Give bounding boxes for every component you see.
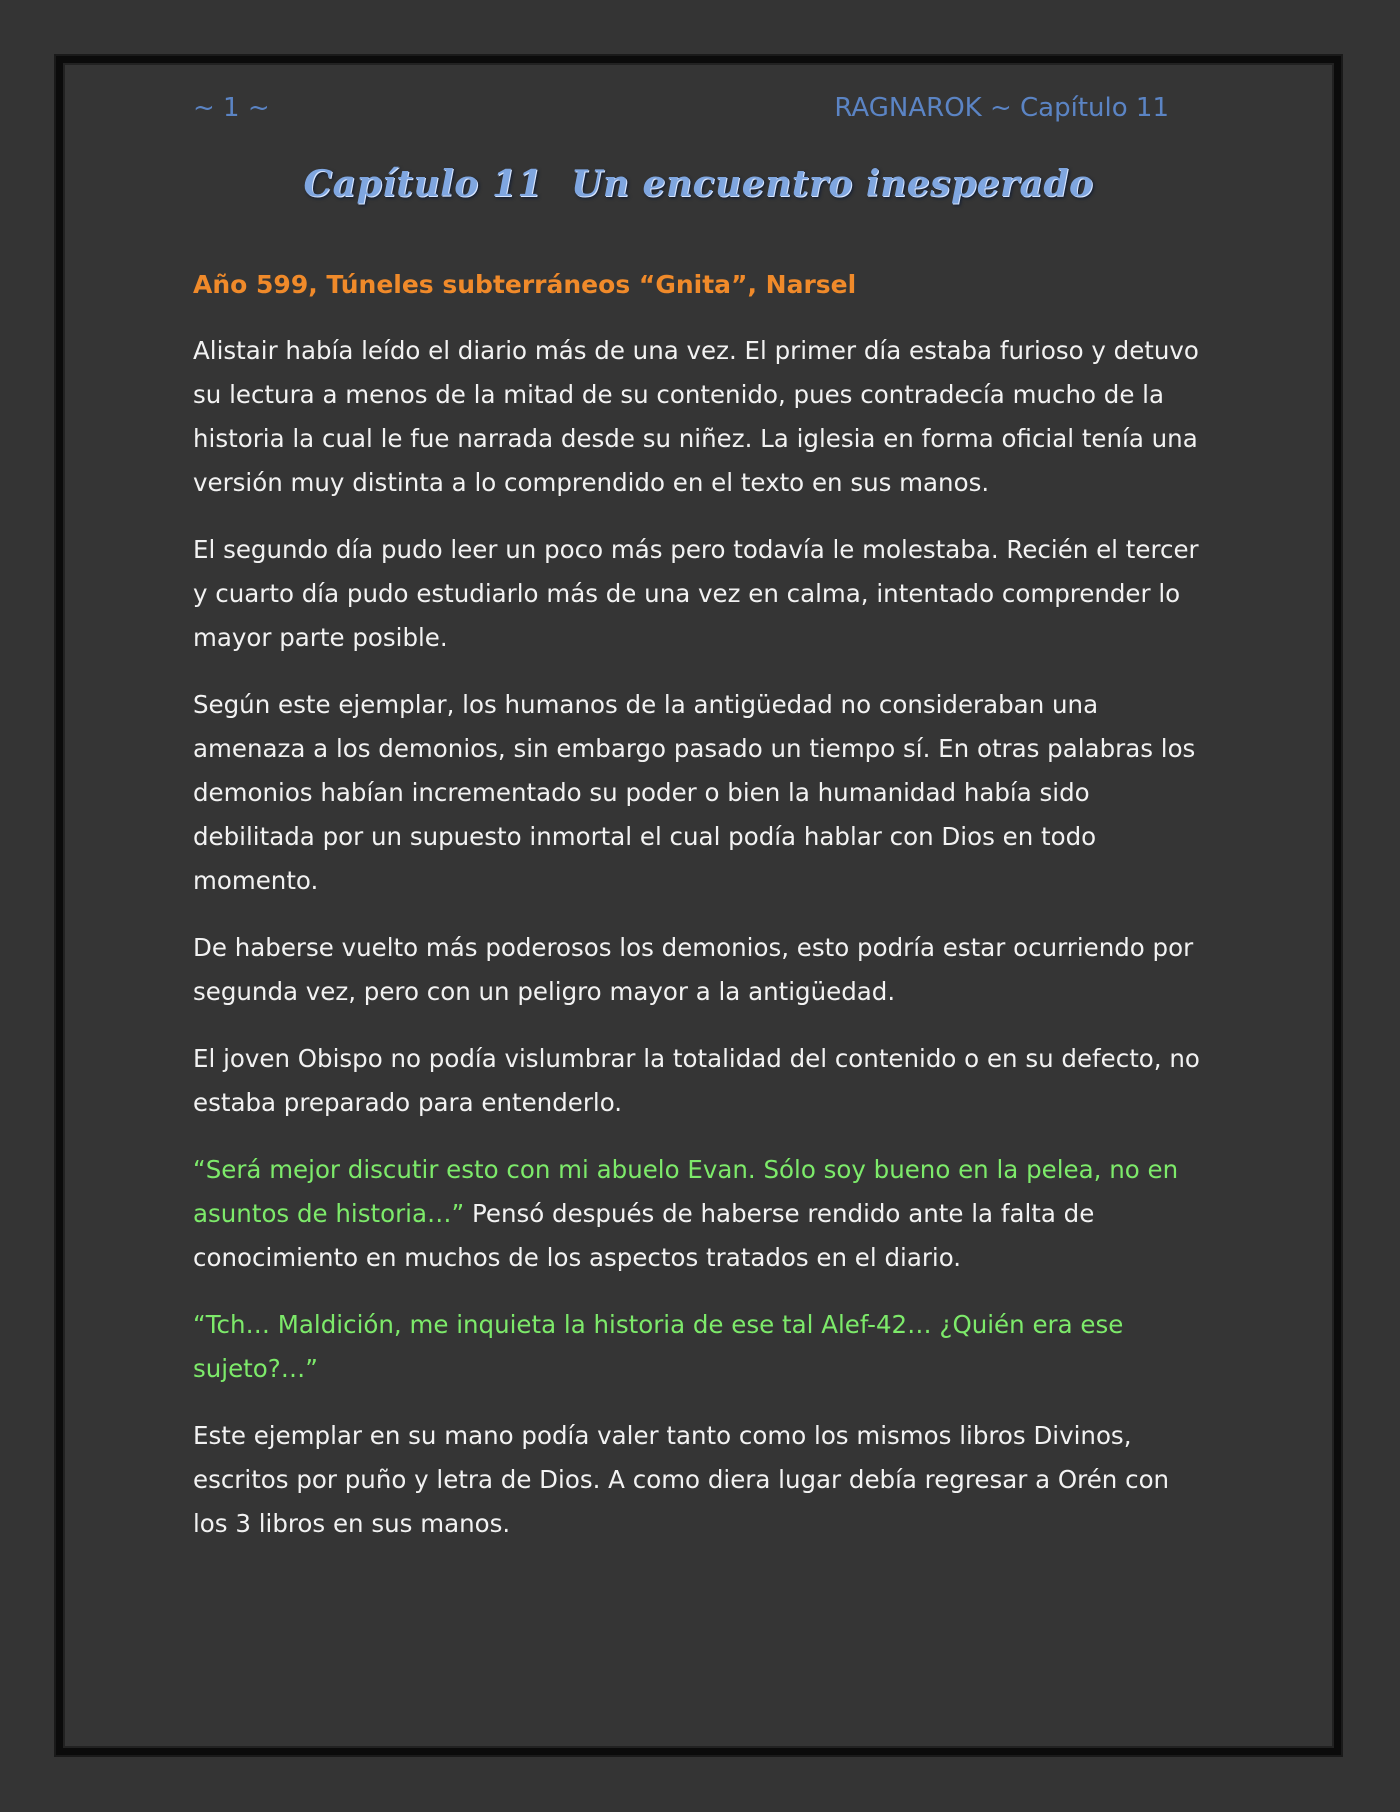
running-title: RAGNAROK ~ Capítulo 11 — [834, 93, 1169, 123]
paragraph — [193, 1148, 1203, 1280]
chapter-title — [63, 163, 1334, 205]
chapter-name: Un encuentro inesperado — [570, 163, 1094, 205]
document-page — [56, 56, 1341, 1755]
paragraph — [193, 1303, 1203, 1391]
narration-text: Pensó después de haberse rendido ante la falta de conocimiento en muchos de los aspectos tratados en el diario. — [193, 1199, 1095, 1272]
thought-text: “Tch… Maldición, me inquieta la historia de ese tal Alef-42… ¿Quién era ese sujeto?…” — [193, 1310, 1124, 1383]
thought-text: “Será mejor discutir esto con mi abuelo Evan. Sólo soy bueno en la pelea, no en asuntos de historia…” — [193, 1155, 1179, 1228]
chapter-body — [193, 263, 1203, 1569]
page-header — [193, 93, 1169, 133]
page-number: ~ 1 ~ — [193, 93, 270, 123]
location-heading: Año 599, Túneles subterráneos “Gnita”, Narsel — [193, 270, 857, 299]
chapter-label: Capítulo 11 — [303, 163, 543, 205]
paragraph: Este ejemplar en su mano podía valer tanto como los mismos libros Divinos, escritos por puño y letra de Dios. A como diera lugar debía regresar a Orén con los 3 libros en sus manos. — [193, 1421, 1170, 1538]
paragraph: Según este ejemplar, los humanos de la antigüedad no consideraban una amenaza a los demonios, sin embargo pasado un tiempo sí. En otras palabras los demonios habían incrementado su poder o bien la humanidad había sido debilitada por un supuesto inmortal el cual podía hablar con Dios en todo momento. — [193, 690, 1196, 895]
paragraph: Alistair había leído el diario más de una vez. El primer día estaba furioso y detuvo su lectura a menos de la mitad de su contenido, pues contradecía mucho de la historia la cual le fue narrada desde su niñez. La iglesia en forma oficial tenía una versión muy distinta a lo comprendido en el texto en sus manos. — [193, 336, 1199, 497]
paragraph: El segundo día pudo leer un poco más pero todavía le molestaba. Recién el tercer y cuarto día pudo estudiarlo más de una vez en calma, intentado comprender lo mayor parte posible. — [193, 535, 1199, 652]
paragraph: El joven Obispo no podía vislumbrar la totalidad del contenido o en su defecto, no estaba preparado para entenderlo. — [193, 1044, 1200, 1117]
paragraph: De haberse vuelto más poderosos los demonios, esto podría estar ocurriendo por segunda vez, pero con un peligro mayor a la antigüedad. — [193, 933, 1194, 1006]
